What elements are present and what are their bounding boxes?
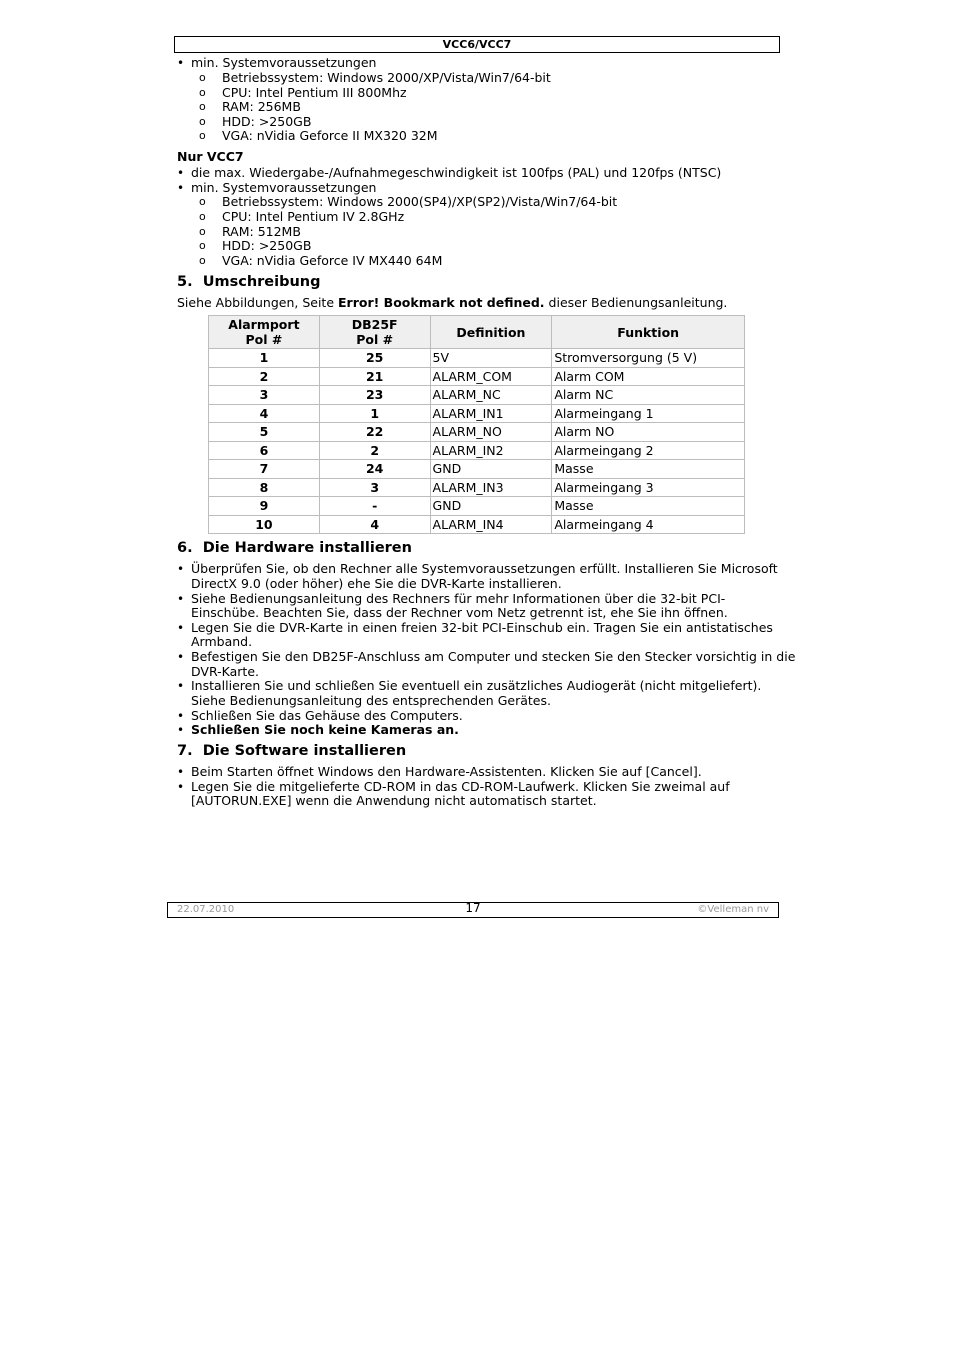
sub-list-item: CPU: Intel Pentium IV 2.8GHz	[222, 209, 405, 224]
table-cell: 1	[209, 349, 320, 368]
table-cell: ALARM_NO	[430, 423, 552, 442]
header-text: DB25F	[351, 317, 398, 332]
table-cell: Masse	[552, 497, 745, 516]
list-item: Befestigen Sie den DB25F-Anschluss am Computer und stecken Sie den Stecker vorsichtig in die	[191, 649, 796, 664]
table-cell: Alarmeingang 4	[552, 515, 745, 534]
footer-date: 22.07.2010	[177, 904, 235, 915]
table-cell: Alarmeingang 3	[552, 478, 745, 497]
list-item: min. Systemvoraussetzungen	[191, 180, 377, 195]
table-cell: ALARM_NC	[430, 386, 552, 405]
circle-bullet-icon: o	[199, 71, 206, 84]
header-text: Pol #	[356, 332, 394, 347]
table-cell: 6	[209, 441, 320, 460]
table-row	[209, 423, 745, 442]
table-cell: ALARM_IN3	[430, 478, 552, 497]
table-cell: 4	[209, 404, 320, 423]
table-cell: GND	[430, 497, 552, 516]
intro-text: dieser Bedienungsanleitung.	[544, 295, 728, 310]
circle-bullet-icon: o	[199, 239, 206, 252]
intro-error-text: Error! Bookmark not defined.	[338, 295, 545, 310]
table-row	[209, 386, 745, 405]
table-row	[209, 515, 745, 534]
table-cell: 8	[209, 478, 320, 497]
bullet-icon: •	[177, 56, 185, 70]
table-row	[209, 367, 745, 386]
table-row	[209, 460, 745, 479]
table-cell: 1	[319, 404, 430, 423]
circle-bullet-icon: o	[199, 115, 206, 128]
bullet-icon: •	[177, 562, 185, 576]
table-cell: 3	[319, 478, 430, 497]
table-cell: 22	[319, 423, 430, 442]
circle-bullet-icon: o	[199, 86, 206, 99]
list-item: Legen Sie die mitgelieferte CD-ROM in das CD-ROM-Laufwerk. Klicken Sie zweimal auf	[191, 779, 730, 794]
table-cell: 9	[209, 497, 320, 516]
bullet-icon: •	[177, 780, 185, 794]
table-cell: Stromversorgung (5 V)	[552, 349, 745, 368]
sub-list-item: Betriebssystem: Windows 2000(SP4)/XP(SP2)/Vista/Win7/64-bit	[222, 194, 618, 209]
circle-bullet-icon: o	[199, 225, 206, 238]
bullet-icon: •	[177, 723, 185, 737]
page-number: 17	[465, 901, 481, 915]
section-intro	[177, 296, 727, 311]
table-cell: ALARM_IN1	[430, 404, 552, 423]
section-title: Die Software installieren	[202, 743, 407, 759]
table-cell: Alarm NO	[552, 423, 745, 442]
header-alarmport	[209, 316, 320, 349]
table-cell: 25	[319, 349, 430, 368]
list-item: Legen Sie die DVR-Karte in einen freien 32-bit PCI-Einschub ein. Tragen Sie ein antistatisches	[191, 620, 773, 635]
sub-list-item: HDD: >250GB	[222, 238, 312, 253]
sub-list-item: RAM: 512MB	[222, 224, 301, 239]
circle-bullet-icon: o	[199, 129, 206, 142]
header-title: VCC6/VCC7	[442, 38, 512, 51]
table-cell: 23	[319, 386, 430, 405]
subheading: Nur VCC7	[177, 149, 244, 164]
list-item: die max. Wiedergabe-/Aufnahmegeschwindigkeit ist 100fps (PAL) und 120fps (NTSC)	[191, 165, 722, 180]
sub-list-item: CPU: Intel Pentium III 800Mhz	[222, 85, 407, 100]
table-row	[209, 404, 745, 423]
table-cell: Masse	[552, 460, 745, 479]
circle-bullet-icon: o	[199, 195, 206, 208]
list-item-cont: [AUTORUN.EXE] wenn die Anwendung nicht automatisch startet.	[191, 793, 597, 808]
bullet-icon: •	[177, 679, 185, 693]
table-cell: 10	[209, 515, 320, 534]
table-cell: Alarm COM	[552, 367, 745, 386]
table-cell: 3	[209, 386, 320, 405]
circle-bullet-icon: o	[199, 254, 206, 267]
table-cell: ALARM_COM	[430, 367, 552, 386]
table-cell: Alarm NC	[552, 386, 745, 405]
table-cell: 24	[319, 460, 430, 479]
header-text: Alarmport	[228, 317, 300, 332]
table-cell: 21	[319, 367, 430, 386]
circle-bullet-icon: o	[199, 100, 206, 113]
intro-text: Siehe Abbildungen, Seite	[177, 295, 338, 310]
list-item: Siehe Bedienungsanleitung des Rechners für mehr Informationen über die 32-bit PCI-	[191, 591, 726, 606]
bullet-icon: •	[177, 709, 185, 723]
table-cell: 2	[209, 367, 320, 386]
list-item-cont: Einschübe. Beachten Sie, dass der Rechner vom Netz getrennt ist, ehe Sie ihn öffnen.	[191, 605, 728, 620]
table-cell: GND	[430, 460, 552, 479]
header-funktion: Funktion	[552, 316, 745, 349]
sub-list-item: Betriebssystem: Windows 2000/XP/Vista/Win7/64-bit	[222, 70, 551, 85]
list-item: Überprüfen Sie, ob den Rechner alle Systemvoraussetzungen erfüllt. Installieren Sie Microsoft	[191, 561, 778, 576]
list-item: Beim Starten öffnet Windows den Hardware-Assistenten. Klicken Sie auf [Cancel].	[191, 764, 702, 779]
table-cell: 5	[209, 423, 320, 442]
header-text: Pol #	[245, 332, 283, 347]
list-item: min. Systemvoraussetzungen	[191, 55, 377, 70]
sub-list-item: HDD: >250GB	[222, 114, 312, 129]
list-item: Schließen Sie das Gehäuse des Computers.	[191, 708, 463, 723]
table-cell: 2	[319, 441, 430, 460]
sub-list-item: VGA: nVidia Geforce IV MX440 64M	[222, 253, 443, 268]
bullet-icon: •	[177, 765, 185, 779]
table-cell: Alarmeingang 1	[552, 404, 745, 423]
bullet-icon: •	[177, 181, 185, 195]
bullet-icon: •	[177, 621, 185, 635]
list-item-warning: Schließen Sie noch keine Kameras an.	[191, 722, 459, 737]
header-db25f	[319, 316, 430, 349]
section-title: Umschreibung	[202, 274, 321, 290]
section-number: 5.	[177, 274, 193, 290]
bullet-icon: •	[177, 650, 185, 664]
table-row	[209, 441, 745, 460]
sub-list-item: VGA: nVidia Geforce II MX320 32M	[222, 128, 438, 143]
list-item-cont: DVR-Karte.	[191, 664, 259, 679]
table-cell: -	[319, 497, 430, 516]
table-header-row	[209, 316, 745, 349]
circle-bullet-icon: o	[199, 210, 206, 223]
sub-list-item: RAM: 256MB	[222, 99, 301, 114]
table-cell: Alarmeingang 2	[552, 441, 745, 460]
section-heading	[177, 743, 406, 760]
table-cell: ALARM_IN2	[430, 441, 552, 460]
list-item-cont: Armband.	[191, 634, 253, 649]
bullet-icon: •	[177, 592, 185, 606]
table-cell: 4	[319, 515, 430, 534]
header-definition: Definition	[430, 316, 552, 349]
table-row	[209, 478, 745, 497]
table-cell: ALARM_IN4	[430, 515, 552, 534]
list-item-cont: Siehe Bedienungsanleitung des entsprechenden Gerätes.	[191, 693, 551, 708]
table-row	[209, 349, 745, 368]
section-heading	[177, 274, 321, 291]
page-footer	[167, 902, 779, 918]
section-number: 7.	[177, 743, 193, 759]
bullet-icon: •	[177, 166, 185, 180]
pin-table	[208, 315, 745, 534]
section-heading	[177, 540, 412, 557]
page-header	[174, 36, 780, 53]
table-cell: 7	[209, 460, 320, 479]
section-title: Die Hardware installieren	[202, 540, 412, 556]
table-row	[209, 497, 745, 516]
list-item-cont: DirectX 9.0 (oder höher) ehe Sie die DVR-Karte installieren.	[191, 576, 562, 591]
footer-copyright: ©Velleman nv	[697, 904, 769, 915]
list-item: Installieren Sie und schließen Sie eventuell ein zusätzliches Audiogerät (nicht mitgeliefert).	[191, 678, 762, 693]
section-number: 6.	[177, 540, 193, 556]
table-cell: 5V	[430, 349, 552, 368]
